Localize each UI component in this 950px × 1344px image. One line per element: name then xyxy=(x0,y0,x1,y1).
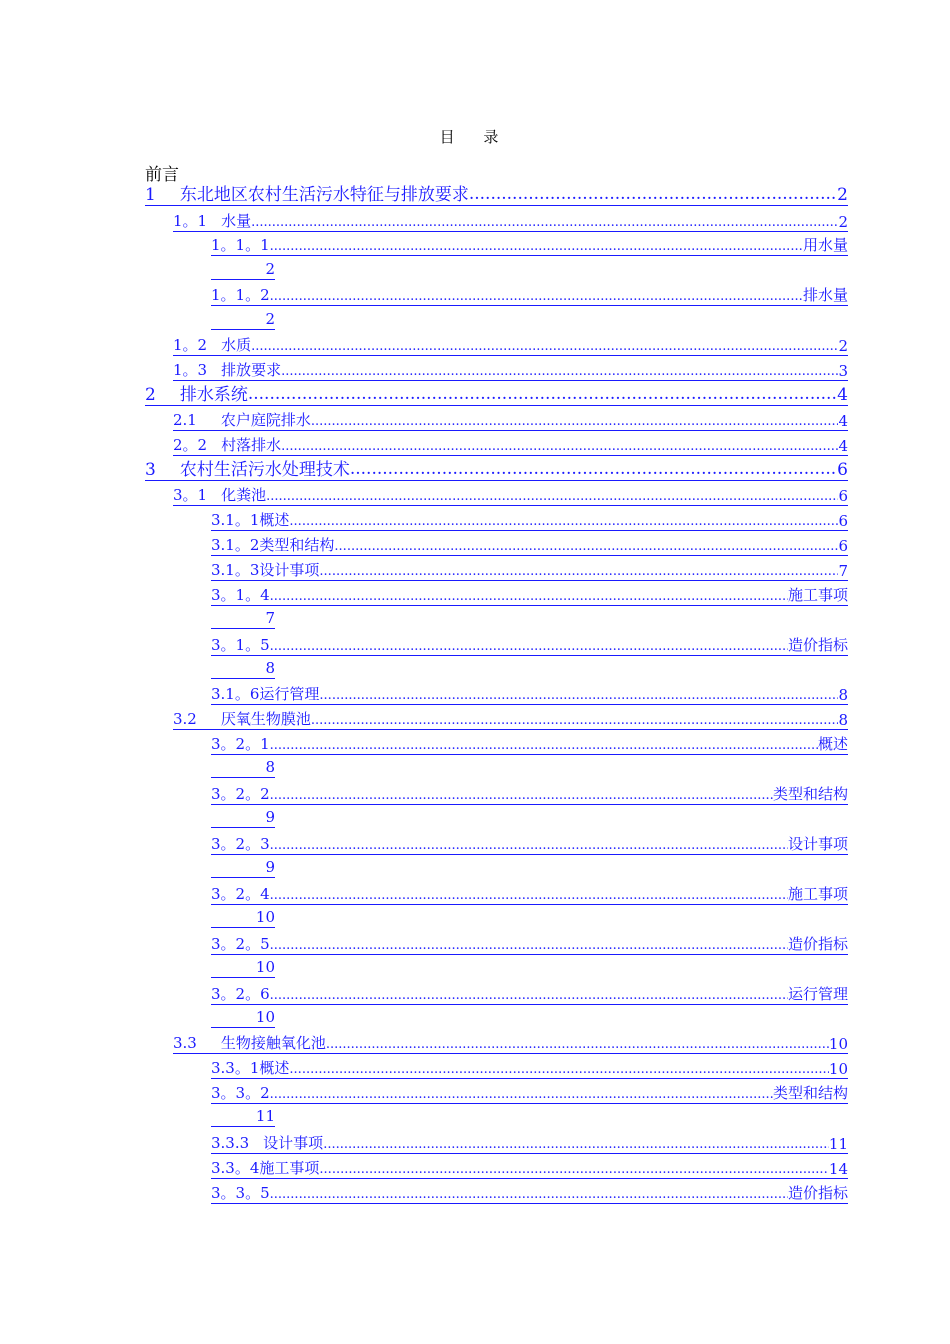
toc-title: 排水系统 xyxy=(179,385,248,405)
toc-entry-3-3-1[interactable] xyxy=(211,1055,848,1079)
toc-number: 3。3。2 xyxy=(211,1084,270,1102)
toc-page-number: 4 xyxy=(838,412,848,430)
dot-leader xyxy=(270,231,803,256)
toc-entry-3-2-5[interactable] xyxy=(211,931,848,955)
toc-page-number: 8 xyxy=(838,686,848,704)
toc-title: 水量 xyxy=(221,212,252,230)
toc-number: 3。2。2 xyxy=(211,785,270,803)
dot-leader xyxy=(326,1029,829,1054)
toc-number: 1。2 xyxy=(173,336,208,354)
dot-leader xyxy=(270,880,788,905)
dot-leader xyxy=(319,680,838,705)
toc-page-number: 10 xyxy=(828,1060,848,1078)
toc-title: 设计事项 xyxy=(259,561,320,579)
toc-page-number: 6 xyxy=(837,460,848,480)
toc-entry-3-3-2[interactable] xyxy=(211,1080,848,1104)
toc-title: 排放要求 xyxy=(221,361,282,379)
toc-page-number[interactable]: 10 xyxy=(211,956,275,978)
toc-title: 施工事项 xyxy=(787,885,848,903)
toc-title: 农村生活污水处理技术 xyxy=(179,460,350,480)
toc-page-number: 6 xyxy=(838,512,848,530)
page-title: 目 录 xyxy=(439,128,511,146)
toc-entry-2-2[interactable] xyxy=(173,432,848,456)
dot-leader xyxy=(251,331,838,356)
toc-number: 3.3.3 xyxy=(211,1134,250,1152)
toc-number: 3.2 xyxy=(173,710,197,728)
toc-entry-2[interactable] xyxy=(145,382,848,406)
toc-entry-3-2-2[interactable] xyxy=(211,781,848,805)
toc-title: 水质 xyxy=(221,336,252,354)
toc-number: 3。2。1 xyxy=(211,735,270,753)
toc-entry-3-1-5[interactable] xyxy=(211,632,848,656)
toc-title: 概述 xyxy=(817,735,848,753)
toc-entry-3-1-1[interactable] xyxy=(211,507,848,531)
toc-number: 3。2。3 xyxy=(211,835,270,853)
toc-number: 3.3。1 xyxy=(211,1059,260,1077)
toc-page-number[interactable]: 8 xyxy=(211,657,275,679)
toc-title: 概述 xyxy=(259,1059,290,1077)
toc-number: 3。2。4 xyxy=(211,885,270,903)
toc-entry-2-1[interactable] xyxy=(173,407,848,431)
toc-page-number: 3 xyxy=(838,362,848,380)
dot-leader xyxy=(289,506,838,531)
toc-page-number: 4 xyxy=(838,437,848,455)
toc-page-number[interactable]: 10 xyxy=(211,906,275,928)
toc-page-number: 7 xyxy=(838,562,848,580)
toc-number: 2。2 xyxy=(173,436,208,454)
toc-page-number[interactable]: 8 xyxy=(211,756,275,778)
toc-entry-1-3[interactable] xyxy=(173,357,848,381)
toc-entry-3-2-4[interactable] xyxy=(211,881,848,905)
toc-title: 设计事项 xyxy=(263,1134,324,1152)
toc-entry-3-3-3[interactable] xyxy=(211,1130,848,1154)
toc-title: 生物接触氧化池 xyxy=(220,1034,326,1052)
toc-title: 施工事项 xyxy=(259,1159,320,1177)
toc-page-number: 8 xyxy=(838,711,848,729)
toc-page-number[interactable]: 11 xyxy=(211,1105,275,1127)
dot-leader xyxy=(319,556,838,581)
toc-number: 3。1。4 xyxy=(211,586,270,604)
toc-title: 农户庭院排水 xyxy=(220,411,311,429)
toc-page-number[interactable]: 7 xyxy=(211,607,275,629)
toc-page-number: 2 xyxy=(838,213,848,231)
toc-title: 造价指标 xyxy=(787,636,848,654)
dot-leader xyxy=(469,181,837,206)
toc-title: 类型和结构 xyxy=(772,1084,848,1102)
toc-entry-3[interactable] xyxy=(145,457,848,481)
dot-leader xyxy=(270,830,788,855)
toc-title: 用水量 xyxy=(802,236,848,254)
toc-entry-3-1-3[interactable] xyxy=(211,557,848,581)
toc-entry-3-2-6[interactable] xyxy=(211,981,848,1005)
dot-leader xyxy=(289,1054,828,1079)
toc-number: 1。1。1 xyxy=(211,236,270,254)
dot-leader xyxy=(270,730,818,755)
dot-leader xyxy=(311,705,839,730)
toc-title: 运行管理 xyxy=(787,985,848,1003)
toc-page-number: 10 xyxy=(828,1035,848,1053)
toc-title: 类型和结构 xyxy=(772,785,848,803)
toc-number: 1。3 xyxy=(173,361,208,379)
toc-entry-3-1-4[interactable] xyxy=(211,582,848,606)
toc-number: 3.1。6 xyxy=(211,685,260,703)
toc-entry-1-2[interactable] xyxy=(173,332,848,356)
toc-entry-1-1[interactable] xyxy=(173,208,848,232)
toc-entry-3-2-1[interactable] xyxy=(211,731,848,755)
dot-leader xyxy=(270,780,773,805)
toc-number: 1。1。2 xyxy=(211,286,270,304)
toc-number: 3。1 xyxy=(173,486,208,504)
toc-number: 3.3 xyxy=(173,1034,197,1052)
dot-leader xyxy=(270,1079,773,1104)
dot-leader xyxy=(270,631,788,656)
dot-leader xyxy=(270,930,788,955)
toc-number: 3。2。6 xyxy=(211,985,270,1003)
toc-title: 化粪池 xyxy=(221,486,267,504)
toc-title: 造价指标 xyxy=(787,935,848,953)
toc-page-number[interactable]: 9 xyxy=(211,806,275,828)
dot-leader xyxy=(270,581,788,606)
toc-entry-1-1-2[interactable] xyxy=(211,282,848,306)
toc-entry-1[interactable] xyxy=(145,182,848,206)
toc-number: 1 xyxy=(145,185,156,205)
dot-leader xyxy=(270,980,788,1005)
toc-page-number[interactable]: 2 xyxy=(211,258,275,280)
toc-title: 施工事项 xyxy=(787,586,848,604)
toc-title: 村落排水 xyxy=(221,436,282,454)
toc-page-number[interactable]: 10 xyxy=(211,1006,275,1028)
toc-title: 东北地区农村生活污水特征与排放要求 xyxy=(179,185,469,205)
toc-number: 3。3。5 xyxy=(211,1184,270,1202)
toc-title: 运行管理 xyxy=(259,685,320,703)
dot-leader xyxy=(323,1129,829,1154)
dot-leader xyxy=(334,531,838,556)
dot-leader xyxy=(270,281,803,306)
dot-leader xyxy=(311,406,839,431)
dot-leader xyxy=(248,381,837,406)
toc-title: 排水量 xyxy=(802,286,848,304)
toc-number: 1。1 xyxy=(173,212,208,230)
toc-number: 2.1 xyxy=(173,411,197,429)
toc-number: 3.1。1 xyxy=(211,511,260,529)
toc-number: 3 xyxy=(145,460,156,480)
toc-number: 3.1。3 xyxy=(211,561,260,579)
toc-entry-1-1-1[interactable] xyxy=(211,232,848,256)
toc-entry-3-3[interactable] xyxy=(173,1030,848,1054)
preface-heading: 前言 xyxy=(145,165,179,185)
toc-title: 设计事项 xyxy=(787,835,848,853)
toc-number: 3.1。2 xyxy=(211,536,260,554)
toc-entry-3-2[interactable] xyxy=(173,706,848,730)
toc-title: 概述 xyxy=(259,511,290,529)
toc-page-number: 2 xyxy=(838,337,848,355)
dot-leader xyxy=(266,481,838,506)
toc-number: 3。2。5 xyxy=(211,935,270,953)
toc-title: 厌氧生物膜池 xyxy=(220,710,311,728)
toc-number: 3。1。5 xyxy=(211,636,270,654)
dot-leader xyxy=(281,431,838,456)
dot-leader xyxy=(270,1179,788,1204)
toc-page-number: 2 xyxy=(837,185,848,205)
toc-title: 类型和结构 xyxy=(259,536,335,554)
dot-leader xyxy=(281,356,838,381)
toc-title: 造价指标 xyxy=(787,1184,848,1202)
toc-page-number: 11 xyxy=(828,1135,848,1153)
toc-entry-3-1[interactable] xyxy=(173,482,848,506)
toc-page-number: 6 xyxy=(838,537,848,555)
dot-leader xyxy=(319,1154,828,1179)
toc-number: 3.3。4 xyxy=(211,1159,260,1177)
toc-entry-3-1-6[interactable] xyxy=(211,681,848,705)
toc-entry-3-1-2[interactable] xyxy=(211,532,848,556)
toc-entry-3-2-3[interactable] xyxy=(211,831,848,855)
toc-page-number: 14 xyxy=(828,1160,848,1178)
toc-number: 2 xyxy=(145,385,156,405)
dot-leader xyxy=(251,207,838,232)
toc-page-number: 4 xyxy=(837,385,848,405)
dot-leader xyxy=(350,456,837,481)
toc-entry-3-3-5[interactable] xyxy=(211,1180,848,1204)
toc-page-number[interactable]: 9 xyxy=(211,856,275,878)
toc-entry-3-3-4[interactable] xyxy=(211,1155,848,1179)
toc-page-number[interactable]: 2 xyxy=(211,308,275,330)
toc-page-number: 6 xyxy=(838,487,848,505)
